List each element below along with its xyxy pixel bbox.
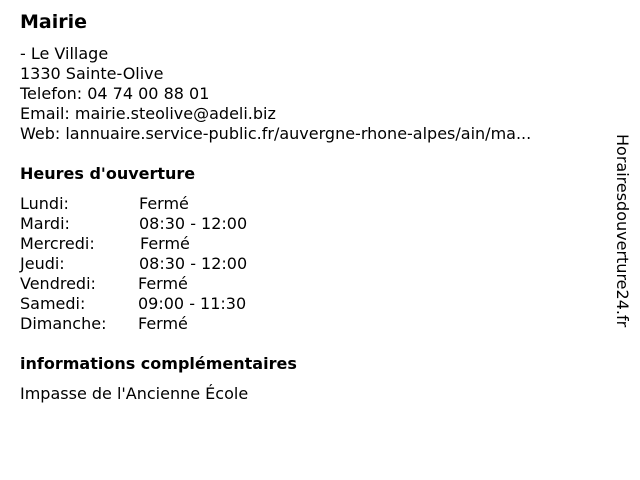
day-hours: Fermé [139,194,189,213]
day-hours: 08:30 - 12:00 [139,214,248,233]
additional-info-text: Impasse de l'Ancienne École [20,384,249,403]
day-hours: 09:00 - 11:30 [138,294,247,313]
phone-number: Telefon: 04 74 00 88 01 [20,84,210,103]
day-label: Jeudi: [20,254,65,273]
day-label: Mardi: [20,214,70,233]
site-watermark: Horairesdouverture24.fr [613,134,632,328]
opening-hours-heading: Heures d'ouverture [20,164,196,183]
day-label: Lundi: [20,194,69,213]
page-title: Mairie [20,11,88,33]
address-street: - Le Village [20,44,109,63]
day-label: Vendredi: [20,274,96,293]
email-address: Email: mairie.steolive@adeli.biz [20,104,276,123]
day-hours: Fermé [138,274,188,293]
day-label: Dimanche: [20,314,107,333]
contact-block [20,44,531,144]
day-label: Mercredi: [20,234,95,253]
day-label: Samedi: [20,294,86,313]
website-url: Web: lannuaire.service-public.fr/auvergne-rhone-alpes/ain/ma... [20,124,532,143]
day-hours: 08:30 - 12:00 [139,254,248,273]
address-city: 1330 Sainte-Olive [20,64,164,83]
additional-info-heading: informations complémentaires [20,354,297,373]
day-hours: Fermé [138,314,188,333]
day-hours: Fermé [140,234,190,253]
